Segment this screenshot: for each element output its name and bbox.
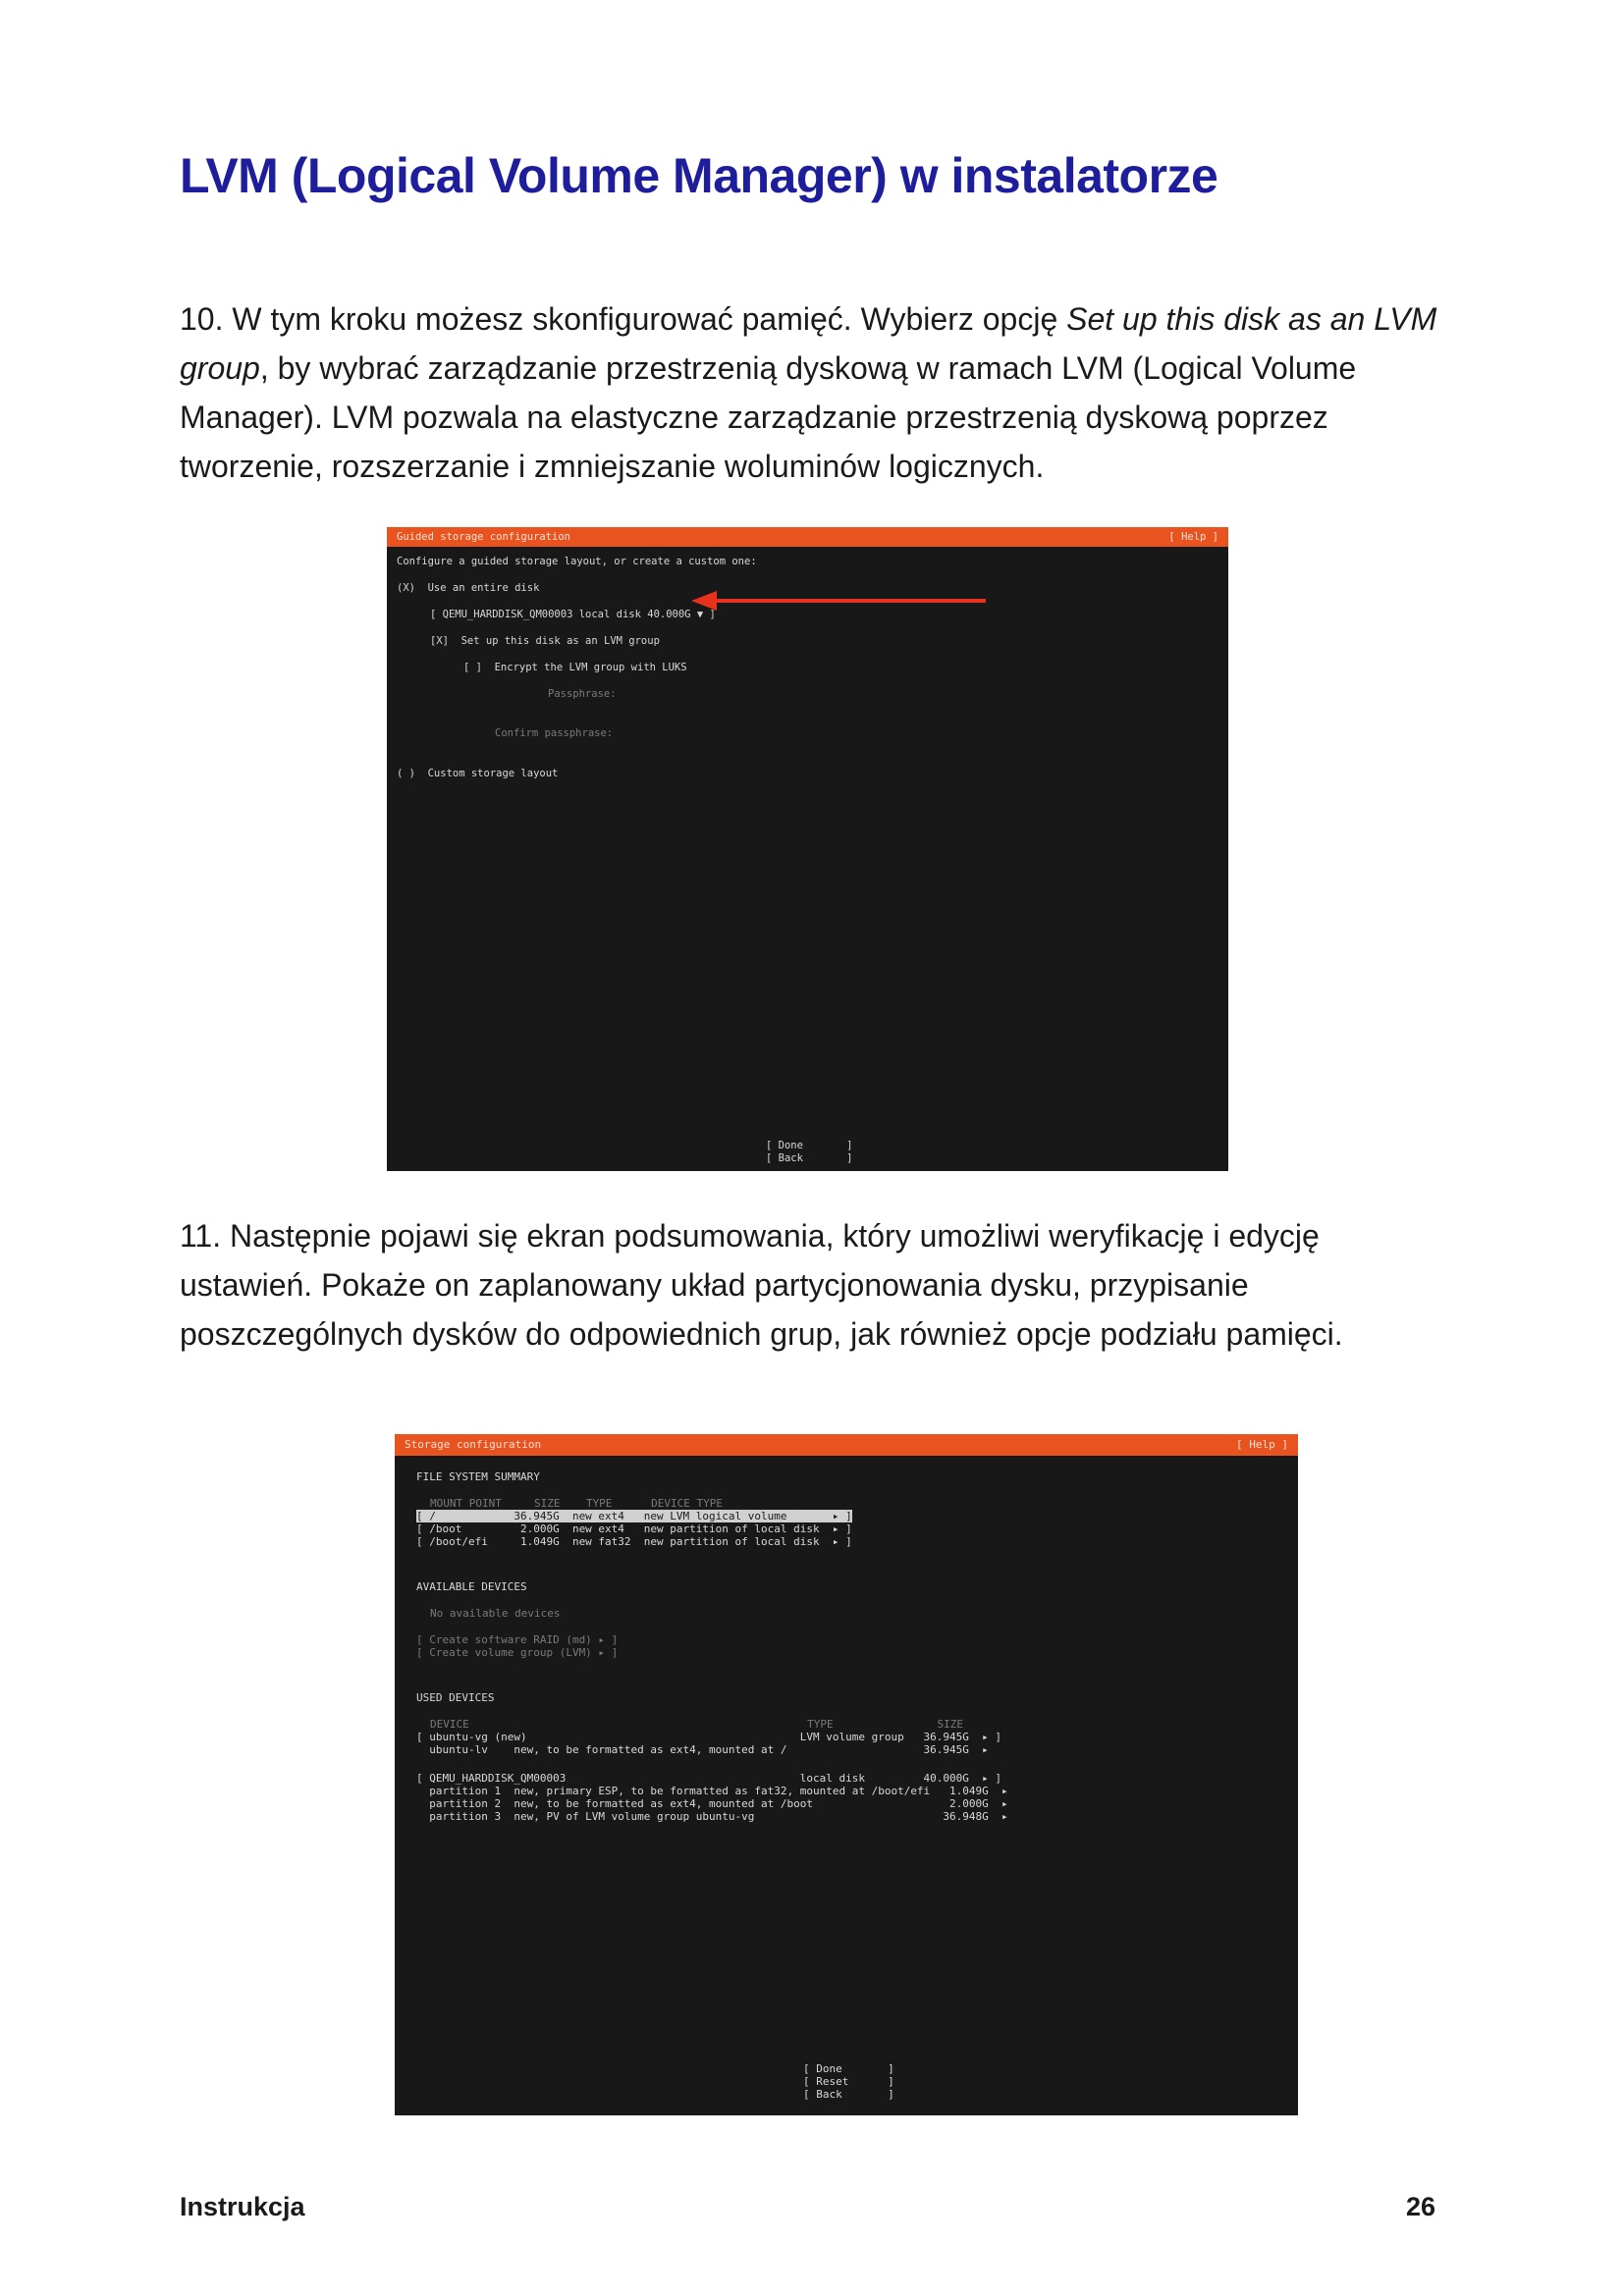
fs-summary-heading: FILE SYSTEM SUMMARY — [416, 1470, 540, 1483]
screen1-custom-layout: ( ) Custom storage layout — [397, 768, 559, 779]
annotation-arrow-icon — [691, 590, 986, 612]
screen1-help-button: [ Help ] — [1168, 531, 1218, 543]
screen1-use-entire-disk: (X) Use an entire disk — [397, 582, 540, 594]
used-row-ubuntu-vg: [ ubuntu-vg (new) LVM volume group 36.945G ▸ ] — [416, 1731, 1002, 1743]
screen1-passphrase-label: Passphrase: — [548, 688, 617, 700]
screen2-done-button: [ Done ] — [803, 2062, 894, 2075]
screen2-title-bar — [395, 1434, 1298, 1456]
screen1-disk-select: [ QEMU_HARDDISK_QM00003 local disk 40.000G ▼ ] — [430, 609, 716, 620]
used-devices-header: DEVICE TYPE SIZE — [430, 1718, 964, 1731]
screen1-confirm-passphrase-label: Confirm passphrase: — [495, 727, 614, 739]
step-10-text-before: 10. W tym kroku możesz skonfigurować pamięć. Wybierz opcję — [180, 301, 1067, 337]
screen2-help-button: [ Help ] — [1236, 1438, 1288, 1451]
create-raid-button: [ Create software RAID (md) ▸ ] — [416, 1633, 619, 1646]
screen1-title: Guided storage configuration — [397, 531, 571, 543]
screen1-encrypt-option: [ ] Encrypt the LVM group with LUKS — [463, 662, 687, 673]
guided-storage-screenshot — [387, 527, 1228, 1171]
screen1-lvm-option: [X] Set up this disk as an LVM group — [430, 635, 660, 647]
used-row-partition-2: partition 2 new, to be formatted as ext4, mounted at /boot 2.000G ▸ — [416, 1797, 1008, 1810]
step-11-paragraph: 11. Następnie pojawi się ekran podsumowania, który umożliwi weryfikację i edycję ustawień. Pokaże on zaplanowany układ partycjonowania dysku, przypisanie poszczególnych dysków do odpowiednich grup, jak również opcje podziału pamięci. — [180, 1218, 1343, 1352]
screen2-reset-button: [ Reset ] — [803, 2075, 894, 2088]
screen1-back-button: [ Back ] — [766, 1152, 853, 1164]
available-devices-heading: AVAILABLE DEVICES — [416, 1580, 527, 1593]
screen2-title: Storage configuration — [405, 1438, 542, 1451]
fs-table-header: MOUNT POINT SIZE TYPE DEVICE TYPE — [430, 1497, 724, 1510]
fs-row-root: [ / 36.945G new ext4 new LVM logical volume ▸ ] — [416, 1510, 852, 1522]
storage-summary-screenshot — [395, 1434, 1298, 2115]
page-title: LVM (Logical Volume Manager) w instalatorze — [180, 148, 1218, 203]
screen2-back-button: [ Back ] — [803, 2088, 894, 2101]
used-row-partition-1: partition 1 new, primary ESP, to be formatted as fat32, mounted at /boot/efi 1.049G ▸ — [416, 1785, 1008, 1797]
fs-row-boot-efi: [ /boot/efi 1.049G new fat32 new partition of local disk ▸ ] — [416, 1535, 852, 1548]
fs-row-boot: [ /boot 2.000G new ext4 new partition of local disk ▸ ] — [416, 1522, 852, 1535]
step-10-text-after: , by wybrać zarządzanie przestrzenią dyskową w ramach LVM (Logical Volume Manager). LVM pozwala na elastyczne zarządzanie przestrzenią dyskową poprzez tworzenie, rozszerzanie i zmniejszanie woluminów logicznych. — [180, 350, 1357, 484]
used-devices-heading: USED DEVICES — [416, 1691, 495, 1704]
used-row-harddisk: [ QEMU_HARDDISK_QM00003 local disk 40.000G ▸ ] — [416, 1772, 1002, 1785]
create-volume-group-button: [ Create volume group (LVM) ▸ ] — [416, 1646, 619, 1659]
used-row-ubuntu-lv: ubuntu-lv new, to be formatted as ext4, mounted at / 36.945G ▸ — [416, 1743, 989, 1756]
page-number: 26 — [1406, 2192, 1436, 2221]
step-10-emphasis: Set up this disk as an LVM group — [180, 301, 1437, 386]
footer-label: Instrukcja — [180, 2192, 305, 2221]
used-row-partition-3: partition 3 new, PV of LVM volume group ubuntu-vg 36.948G ▸ — [416, 1810, 1008, 1823]
step-10-paragraph — [180, 294, 1446, 491]
no-available-devices: No available devices — [430, 1607, 561, 1620]
screen1-done-button: [ Done ] — [766, 1140, 853, 1151]
screen1-title-bar — [387, 527, 1228, 547]
screen1-intro: Configure a guided storage layout, or create a custom one: — [397, 556, 757, 567]
